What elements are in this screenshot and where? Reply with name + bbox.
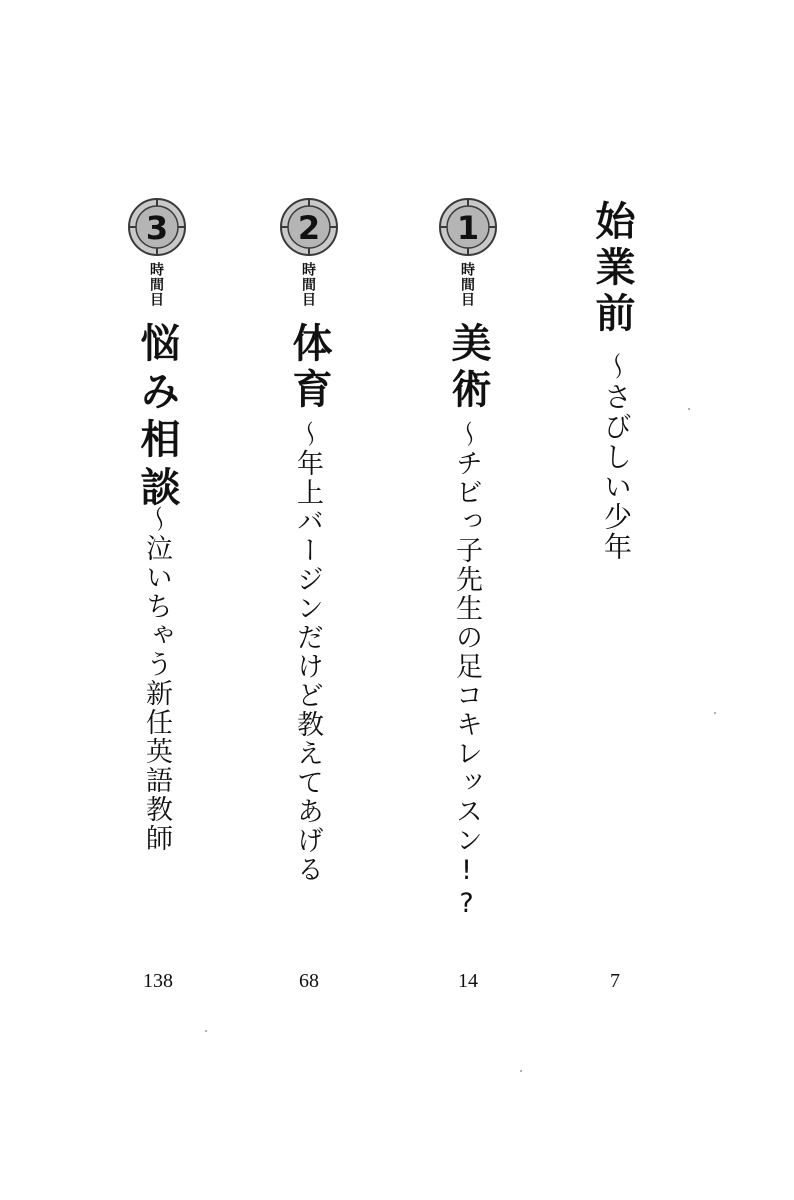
clock-badge-icon — [279, 197, 339, 257]
clock-badge-icon — [127, 197, 187, 257]
page-number: 138 — [143, 970, 173, 992]
chapter-subtitle: ～チビっ子先生の足コキレッスン!? — [451, 420, 482, 921]
scan-speck — [205, 1030, 207, 1032]
chapter-title: 始業前 — [589, 200, 635, 338]
period-label: 時間目 — [459, 262, 475, 307]
chapter-subtitle: ～泣いちゃう新任英語教師 — [141, 505, 172, 853]
page-number: 14 — [458, 970, 478, 992]
chapter-subtitle: ～年上バージンだけど教えてあげる — [292, 420, 323, 884]
period-number: 3 — [145, 209, 169, 247]
scan-speck — [688, 408, 690, 410]
period-number: 1 — [456, 209, 480, 247]
page-number: 68 — [299, 970, 319, 992]
clock-badge-icon — [438, 197, 498, 257]
chapter-title: 体育 — [286, 322, 332, 414]
toc-entry-chapter-2[interactable] — [277, 0, 367, 1200]
toc-entry-chapter-1[interactable] — [432, 0, 522, 1200]
scan-speck — [520, 1070, 522, 1072]
chapter-subtitle: ～さびしい少年 — [600, 352, 633, 562]
period-label: 時間目 — [300, 262, 316, 307]
chapter-title: 美術 — [445, 322, 491, 414]
chapter-title: 悩み相談 — [134, 322, 180, 514]
toc-entry-prologue[interactable] — [570, 0, 660, 1200]
page-number: 7 — [610, 970, 620, 992]
toc-entry-chapter-3[interactable] — [122, 0, 212, 1200]
scan-speck — [714, 712, 716, 714]
period-number: 2 — [297, 209, 321, 247]
period-badge-2 — [279, 197, 339, 257]
period-label: 時間目 — [148, 262, 164, 307]
period-badge-1 — [438, 197, 498, 257]
period-badge-3 — [127, 197, 187, 257]
